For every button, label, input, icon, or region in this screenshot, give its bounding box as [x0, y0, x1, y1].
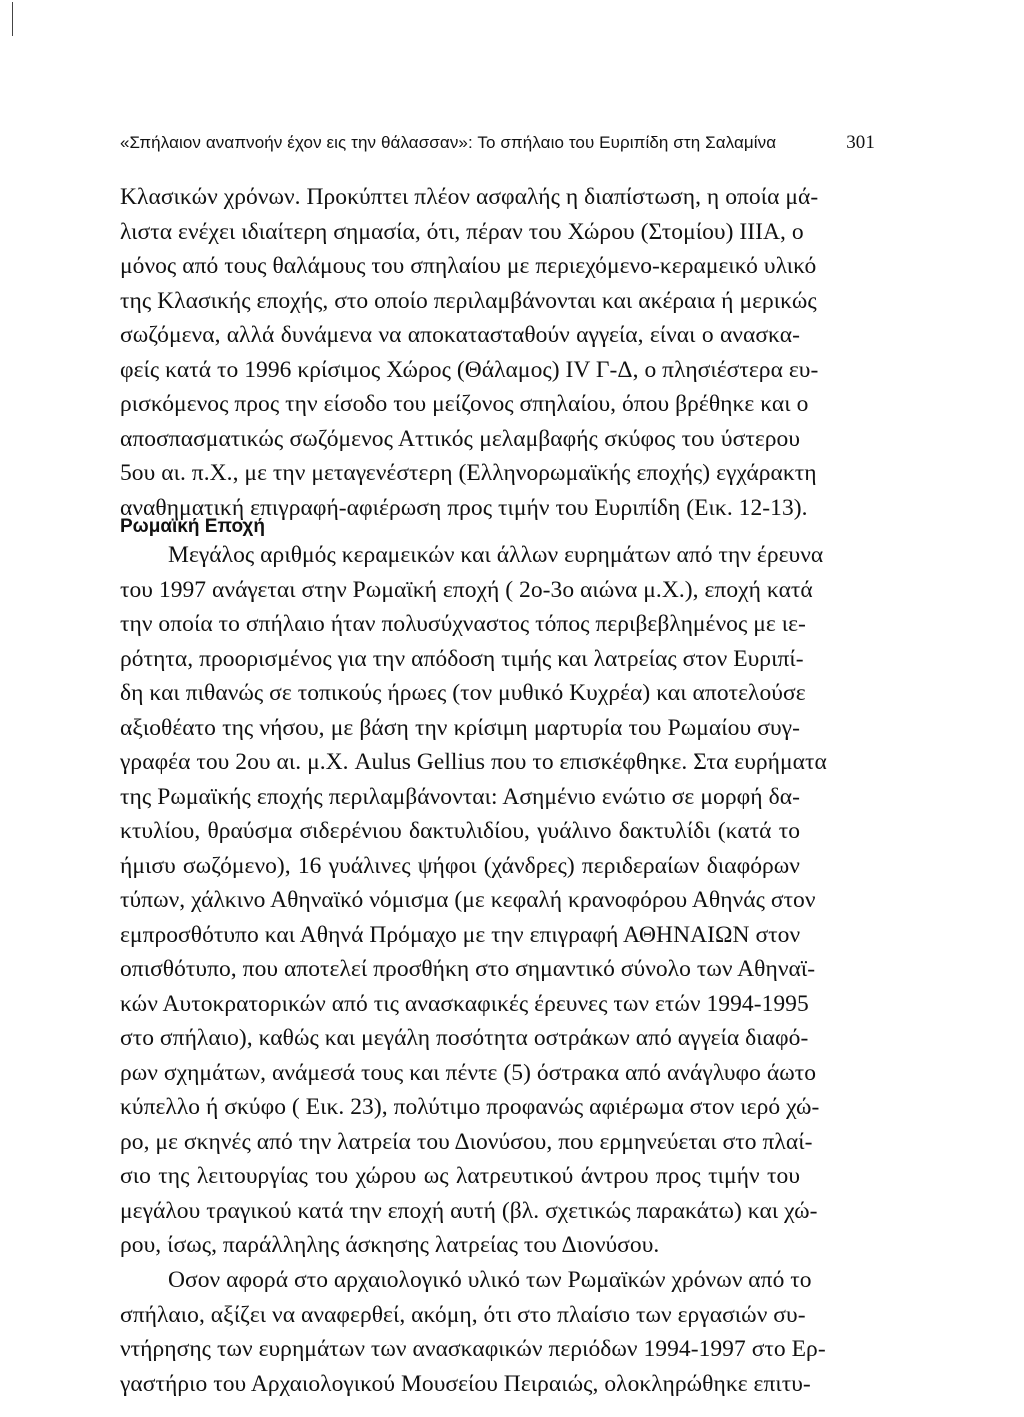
section-heading-roman-period: Ρωμαϊκή Εποχή [120, 516, 265, 537]
text-line: αξιοθέατο της νήσου, με βάση την κρίσιμη μαρτυρία του Ρωμαίου συγ- [120, 714, 800, 741]
text-line: σιο της λειτουργίας του χώρου ως λατρευτικού άντρου προς τιμήν του [120, 1163, 800, 1189]
text-line: μεγάλου τραγικού κατά την εποχή αυτή (βλ. σχετικώς παρακάτω) και χώ- [120, 1197, 818, 1224]
text-line: λιστα ενέχει ιδιαίτερη σημασία, ότι, πέραν του Χώρου (Στομίου) ΙΙΙΑ, ο [120, 218, 804, 245]
text-line: μόνος από τους θαλάμους του σπηλαίου με περιεχόμενο-κεραμεικό υλικό [120, 253, 817, 279]
page-number: 301 [846, 132, 875, 153]
paragraph-conservation [120, 1263, 826, 1401]
text-line: ντήρησης των ευρημάτων των ανασκαφικών περιόδων 1994-1997 στο Ερ- [120, 1336, 826, 1362]
text-line: κών Αυτοκρατορικών από τις ανασκαφικές έρευνες των ετών 1994-1995 [120, 990, 809, 1017]
text-line: ρου, ίσως, παράλληλης άσκησης λατρείας του Διονύσου. [120, 1232, 660, 1258]
text-line: δη και πιθανώς σε τοπικούς ήρωες (τον μυθικό Κυχρέα) και αποτελούσε [120, 680, 806, 706]
text-line: 5ου αι. π.Χ., με την μεταγενέστερη (Ελληνορωμαϊκής εποχής) εγχάρακτη [120, 460, 817, 486]
paragraph-roman-period [120, 538, 827, 1263]
text-line: της Ρωμαϊκής εποχής περιλαμβάνονται: Ασημένιο ενώτιο σε μορφή δα- [120, 783, 800, 810]
text-line: στο σπήλαιο), καθώς και μεγάλη ποσότητα οστράκων από αγγεία διαφό- [120, 1025, 809, 1051]
text-line: σωζόμενα, αλλά δυνάμενα να αποκατασταθούν αγγεία, είναι ο ανασκα- [120, 322, 800, 348]
text-line: κύπελλο ή σκύφο ( Εικ. 23), πολύτιμο προφανώς αφιέρωμα στον ιερό χώ- [120, 1094, 820, 1120]
text-line: Κλασικών χρόνων. Προκύπτει πλέον ασφαλής η διαπίστωση, η οποία μά- [120, 184, 819, 210]
text-line: ρων σχημάτων, ανάμεσά τους και πέντε (5) όστρακα από ανάγλυφο άωτο [120, 1059, 817, 1086]
text-line: τύπων, χάλκινο Αθηναϊκό νόμισμα (με κεφαλή κρανοφόρου Αθηνάς στον [120, 887, 816, 913]
text-line: της Κλασικής εποχής, στο οποίο περιλαμβάνονται και ακέραια ή μερικώς [120, 287, 817, 314]
text-line: ρότητα, προορισμένος για την απόδοση τιμής και λατρείας στον Ευριπί- [120, 645, 804, 672]
text-line: ρισκόμενος προς την είσοδο του μείζονος σπηλαίου, όπου βρέθηκε και ο [120, 391, 809, 417]
running-title: «Σπήλαιον αναπνοήν έχον εις την θάλασσαν»: Το σπήλαιο του Ευριπίδη στη Σαλαμίνα [120, 133, 777, 152]
running-header [120, 128, 875, 158]
text-line: Μεγάλος αριθμός κεραμεικών και άλλων ευρημάτων από την έρευνα [168, 542, 824, 568]
scan-margin-mark [12, 2, 13, 36]
text-line: αναθηματική επιγραφή-αφιέρωση προς τιμήν του Ευριπίδη (Εικ. 12-13). [120, 494, 808, 521]
text-line: οπισθότυπο, που αποτελεί προσθήκη στο σημαντικό σύνολο των Αθηναϊ- [120, 956, 816, 982]
text-line: φείς κατά το 1996 κρίσιμος Χώρος (Θάλαμος) IV Γ-Δ, ο πλησιέστερα ευ- [120, 356, 819, 383]
text-line: σπήλαιο, αξίζει να αναφερθεί, ακόμη, ότι στο πλαίσιο των εργασιών συ- [120, 1301, 806, 1328]
text-line: ήμισυ σωζόμενο), 16 γυάλινες ψήφοι (χάνδρες) περιδεραίων διαφόρων [120, 852, 800, 879]
text-line: του 1997 ανάγεται στην Ρωμαϊκή εποχή ( 2ο-3ο αιώνα μ.Χ.), εποχή κατά [120, 576, 813, 603]
text-line: εμπροσθότυπο και Αθηνά Πρόμαχο με την επιγραφή ΑΘΗΝΑΙΩΝ στον [120, 921, 801, 948]
text-line: γαστήριο του Αρχαιολογικού Μουσείου Πειραιώς, ολοκληρώθηκε επιτυ- [120, 1370, 811, 1397]
text-line: αποσπασματικώς σωζόμενος Αττικός μελαμβαφής σκύφος του ύστερου [120, 425, 800, 452]
text-line: γραφέα του 2ου αι. μ.Χ. Aulus Gellius που το επισκέφθηκε. Στα ευρήματα [120, 749, 827, 775]
text-line: Οσον αφορά στο αρχαιολογικό υλικό των Ρωμαϊκών χρόνων από το [168, 1267, 812, 1293]
text-line: κτυλίου, θραύσμα σιδερένιου δακτυλιδίου, γυάλινο δακτυλίδι (κατά το [120, 818, 800, 844]
text-line: την οποία το σπήλαιο ήταν πολυσύχναστος τόπος περιβεβλημένος με ιε- [120, 611, 806, 637]
text-line: ρο, με σκηνές από την λατρεία του Διονύσου, που ερμηνεύεται στο πλαί- [120, 1128, 813, 1155]
paragraph-classical-period [120, 180, 819, 525]
